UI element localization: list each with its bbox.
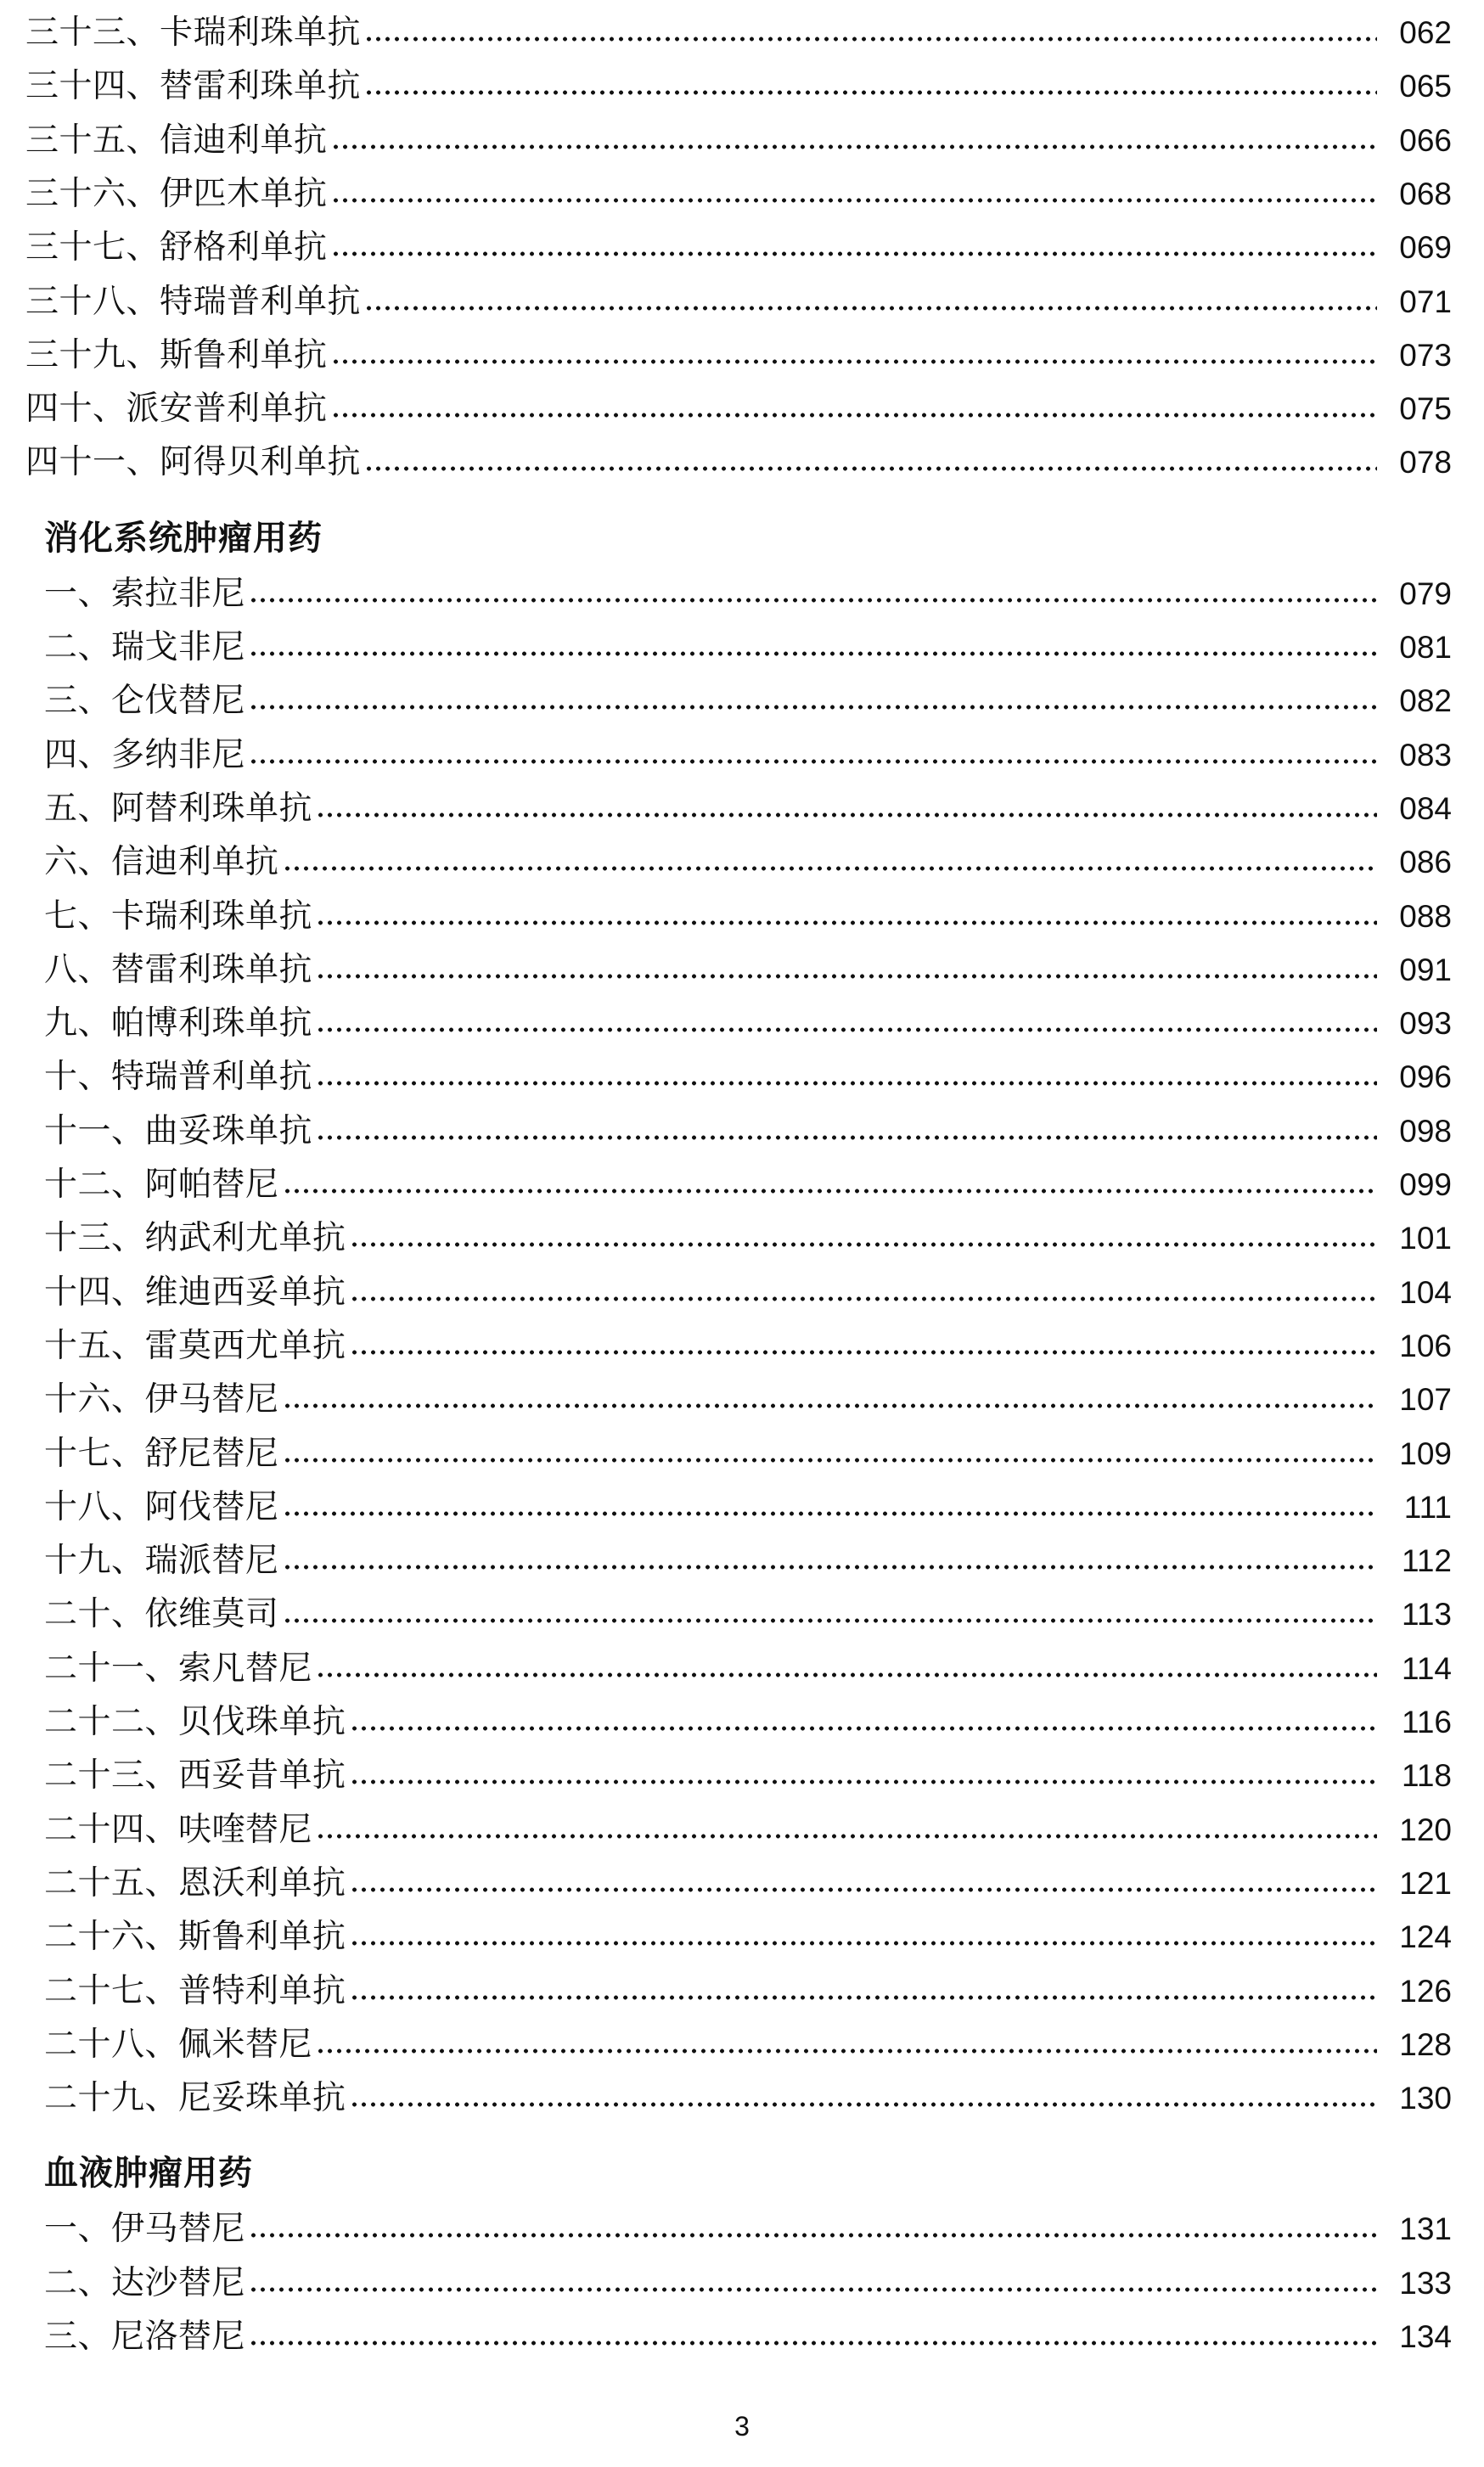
toc-entry-title: 四十、派安普利单抗 — [25, 390, 328, 429]
toc-entry[interactable] — [44, 1970, 1452, 2013]
toc-entry[interactable] — [44, 2024, 1452, 2066]
toc-entry[interactable] — [44, 1379, 1452, 1421]
toc-entry[interactable] — [44, 1540, 1452, 1582]
toc-entry-title: 二十、依维莫司 — [44, 1595, 279, 1634]
toc-entry-title: 二十八、佩米替尼 — [44, 2025, 313, 2064]
toc-entry[interactable] — [25, 441, 1452, 484]
toc-entry[interactable] — [44, 1217, 1452, 1260]
toc-entry-page: 107 — [1399, 1382, 1452, 1418]
toc-entry-title: 三、仑伐替尼 — [44, 682, 246, 721]
dot-leader — [316, 974, 1377, 979]
toc-entry-page: 104 — [1399, 1274, 1452, 1310]
dot-leader — [364, 466, 1377, 471]
toc-entry-page: 091 — [1399, 952, 1452, 987]
dot-leader — [249, 2341, 1377, 2346]
toc-entry-title: 七、卡瑞利珠单抗 — [44, 896, 313, 936]
toc-entry[interactable] — [44, 1164, 1452, 1206]
toc-entry-page: 114 — [1402, 1650, 1452, 1686]
dot-leader — [316, 1135, 1377, 1140]
toc-entry-page: 084 — [1399, 790, 1452, 826]
toc-entry-title: 三十四、替雷利珠单抗 — [25, 67, 362, 106]
toc-entry-title: 四十一、阿得贝利单抗 — [25, 443, 362, 482]
toc-entry-page: 112 — [1402, 1543, 1452, 1579]
dot-leader — [364, 306, 1377, 311]
dot-leader — [350, 1995, 1377, 2000]
toc-entry-page: 093 — [1399, 1006, 1452, 1042]
dot-leader — [331, 359, 1377, 364]
toc-entry-page: 133 — [1399, 2265, 1452, 2301]
dot-leader — [283, 1403, 1377, 1408]
toc-entry-page: 073 — [1399, 337, 1452, 373]
toc-entry[interactable] — [25, 173, 1452, 216]
dot-leader — [283, 1189, 1377, 1194]
toc-entry-title: 三十八、特瑞普利单抗 — [25, 282, 362, 321]
dot-leader — [350, 2102, 1377, 2107]
dot-leader — [316, 812, 1377, 818]
toc-entry-page: 134 — [1399, 2319, 1452, 2354]
toc-entry-page: 118 — [1402, 1758, 1452, 1794]
toc-entry-page: 111 — [1403, 1489, 1452, 1525]
dot-leader — [364, 37, 1377, 42]
dot-leader — [249, 2287, 1377, 2292]
toc-entry[interactable] — [44, 573, 1452, 615]
section-heading: 血液肿瘤用药 — [44, 2153, 253, 2194]
dot-leader — [249, 598, 1377, 603]
toc-entry-title: 三十七、舒格利单抗 — [25, 228, 328, 267]
toc-entry-page: 121 — [1399, 1865, 1452, 1901]
toc-entry-title: 十四、维迪西妥单抗 — [44, 1273, 346, 1312]
toc-entry-title: 二、达沙替尼 — [44, 2263, 246, 2302]
toc-entry-page: 098 — [1399, 1113, 1452, 1149]
dot-leader — [364, 90, 1377, 95]
toc-entry[interactable] — [44, 1003, 1452, 1045]
dot-leader — [350, 1887, 1377, 1892]
toc-entry[interactable] — [44, 1809, 1452, 1852]
toc-entry-page: 088 — [1399, 898, 1452, 934]
dot-leader — [331, 198, 1377, 203]
dot-leader — [316, 1834, 1377, 1839]
toc-entry-title: 一、索拉非尼 — [44, 574, 246, 613]
toc-entry-title: 二十七、普特利单抗 — [44, 1971, 346, 2010]
dot-leader — [350, 1242, 1377, 1247]
dot-leader — [249, 705, 1377, 710]
dot-leader — [350, 1350, 1377, 1355]
toc-entry[interactable] — [44, 1593, 1452, 1636]
dot-leader — [316, 920, 1377, 925]
toc-entry[interactable] — [44, 788, 1452, 830]
toc-entry-title: 三十九、斯鲁利单抗 — [25, 335, 328, 374]
toc-entry[interactable] — [25, 334, 1452, 377]
dot-leader — [283, 1565, 1377, 1570]
toc-entry-page: 101 — [1399, 1221, 1452, 1256]
toc-entry-title: 二、瑞戈非尼 — [44, 628, 246, 666]
toc-entry[interactable] — [44, 2262, 1452, 2305]
dot-leader — [316, 2048, 1377, 2054]
toc-entry-title: 一、伊马替尼 — [44, 2210, 246, 2249]
toc-entry-page: 109 — [1399, 1436, 1452, 1471]
page-number: 3 — [734, 2411, 750, 2442]
dot-leader — [316, 1081, 1377, 1086]
toc-entry-page: 126 — [1399, 1973, 1452, 2009]
dot-leader — [249, 2233, 1377, 2238]
toc-entry-title: 十五、雷莫西尤单抗 — [44, 1326, 346, 1365]
toc-entry[interactable] — [44, 627, 1452, 669]
toc-entry[interactable] — [25, 65, 1452, 108]
toc-entry[interactable] — [44, 1325, 1452, 1368]
toc-entry-title: 五、阿替利珠单抗 — [44, 789, 313, 828]
toc-entry-page: 078 — [1399, 445, 1452, 480]
toc-entry-page: 128 — [1399, 2026, 1452, 2062]
toc-entry-page: 130 — [1399, 2081, 1452, 2116]
toc-entry-page: 106 — [1399, 1328, 1452, 1363]
toc-entry[interactable] — [44, 2316, 1452, 2358]
toc-entry[interactable] — [44, 1916, 1452, 1958]
dot-leader — [249, 759, 1377, 764]
toc-entry-title: 八、替雷利珠单抗 — [44, 950, 313, 989]
toc-entry[interactable] — [44, 734, 1452, 777]
section-heading: 消化系统肿瘤用药 — [44, 517, 323, 558]
dot-leader — [249, 651, 1377, 656]
toc-entry[interactable] — [44, 896, 1452, 938]
toc-entry[interactable] — [44, 1755, 1452, 1797]
toc-entry[interactable] — [44, 680, 1452, 722]
toc-entry-title: 十七、舒尼替尼 — [44, 1434, 279, 1473]
toc-entry-title: 十九、瑞派替尼 — [44, 1542, 279, 1581]
toc-entry[interactable] — [44, 1110, 1452, 1153]
dot-leader — [350, 1779, 1377, 1784]
toc-entry-page: 099 — [1399, 1167, 1452, 1202]
toc-entry[interactable] — [25, 12, 1452, 54]
dot-leader — [350, 1941, 1377, 1946]
toc-entry-page: 083 — [1399, 737, 1452, 773]
toc-entry-title: 十、特瑞普利单抗 — [44, 1058, 313, 1097]
toc-entry[interactable] — [44, 1486, 1452, 1529]
toc-entry-page: 081 — [1399, 630, 1452, 665]
toc-entry[interactable] — [44, 1272, 1452, 1314]
toc-entry-page: 082 — [1399, 683, 1452, 719]
toc-entry-title: 三十三、卡瑞利珠单抗 — [25, 14, 362, 52]
toc-entry[interactable] — [25, 388, 1452, 430]
dot-leader — [283, 866, 1377, 871]
toc-entry-title: 二十四、呋喹替尼 — [44, 1810, 313, 1849]
toc-entry[interactable] — [44, 1648, 1452, 1690]
toc-entry-title: 二十九、尼妥珠单抗 — [44, 2079, 346, 2118]
toc-entry[interactable] — [25, 120, 1452, 162]
toc-entry[interactable] — [25, 227, 1452, 269]
toc-entry-title: 二十五、恩沃利单抗 — [44, 1863, 346, 1902]
toc-entry-title: 九、帕博利珠单抗 — [44, 1004, 313, 1043]
dot-leader — [350, 1726, 1377, 1731]
toc-entry-page: 116 — [1402, 1705, 1452, 1739]
dot-leader — [283, 1511, 1377, 1516]
toc-entry[interactable] — [44, 2208, 1452, 2251]
toc-entry-page: 120 — [1399, 1812, 1452, 1847]
toc-entry-title: 二十一、索凡替尼 — [44, 1649, 313, 1688]
toc-entry[interactable] — [44, 2077, 1452, 2120]
toc-entry[interactable] — [44, 841, 1452, 884]
toc-entry-page: 096 — [1399, 1059, 1452, 1095]
toc-entry-page: 124 — [1399, 1919, 1452, 1955]
toc-entry-title: 三十六、伊匹木单抗 — [25, 174, 328, 213]
toc-entry-page: 065 — [1399, 69, 1452, 104]
dot-leader — [316, 1672, 1377, 1677]
toc-entry[interactable] — [44, 949, 1452, 992]
toc-entry-title: 三、尼洛替尼 — [44, 2318, 246, 2356]
toc-entry-page: 131 — [1399, 2211, 1452, 2247]
toc-entry-page: 075 — [1399, 391, 1452, 427]
toc-entry[interactable] — [44, 1863, 1452, 1905]
toc-entry-page: 069 — [1399, 230, 1452, 266]
toc-entry-title: 六、信迪利单抗 — [44, 843, 279, 882]
toc-entry-page: 079 — [1399, 576, 1452, 611]
dot-leader — [316, 1027, 1377, 1032]
toc-entry-title: 十一、曲妥珠单抗 — [44, 1111, 313, 1150]
toc-entry-page: 113 — [1402, 1597, 1452, 1632]
toc-entry-title: 十八、阿伐替尼 — [44, 1487, 279, 1526]
toc-entry-title: 四、多纳非尼 — [44, 735, 246, 774]
toc-entry-title: 十二、阿帕替尼 — [44, 1166, 279, 1204]
toc-entry-page: 062 — [1399, 15, 1452, 50]
dot-leader — [331, 144, 1377, 149]
toc-entry-page: 071 — [1399, 284, 1452, 319]
toc-entry-title: 二十六、斯鲁利单抗 — [44, 1918, 346, 1957]
toc-entry-title: 二十二、贝伐珠单抗 — [44, 1703, 346, 1741]
dot-leader — [331, 251, 1377, 256]
toc-entry[interactable] — [25, 281, 1452, 323]
dot-leader — [331, 413, 1377, 418]
dot-leader — [283, 1618, 1377, 1623]
toc-entry[interactable] — [44, 1056, 1452, 1099]
toc-entry-title: 二十三、西妥昔单抗 — [44, 1756, 346, 1795]
toc-entry-title: 十三、纳武利尤单抗 — [44, 1219, 346, 1258]
toc-entry-page: 068 — [1399, 176, 1452, 211]
toc-entry-title: 十六、伊马替尼 — [44, 1380, 279, 1419]
toc-entry-page: 086 — [1399, 845, 1452, 880]
dot-leader — [350, 1296, 1377, 1301]
dot-leader — [283, 1458, 1377, 1463]
toc-entry-title: 三十五、信迪利单抗 — [25, 121, 328, 160]
toc-entry-page: 066 — [1399, 122, 1452, 158]
toc-entry[interactable] — [44, 1433, 1452, 1475]
toc-entry[interactable] — [44, 1701, 1452, 1744]
